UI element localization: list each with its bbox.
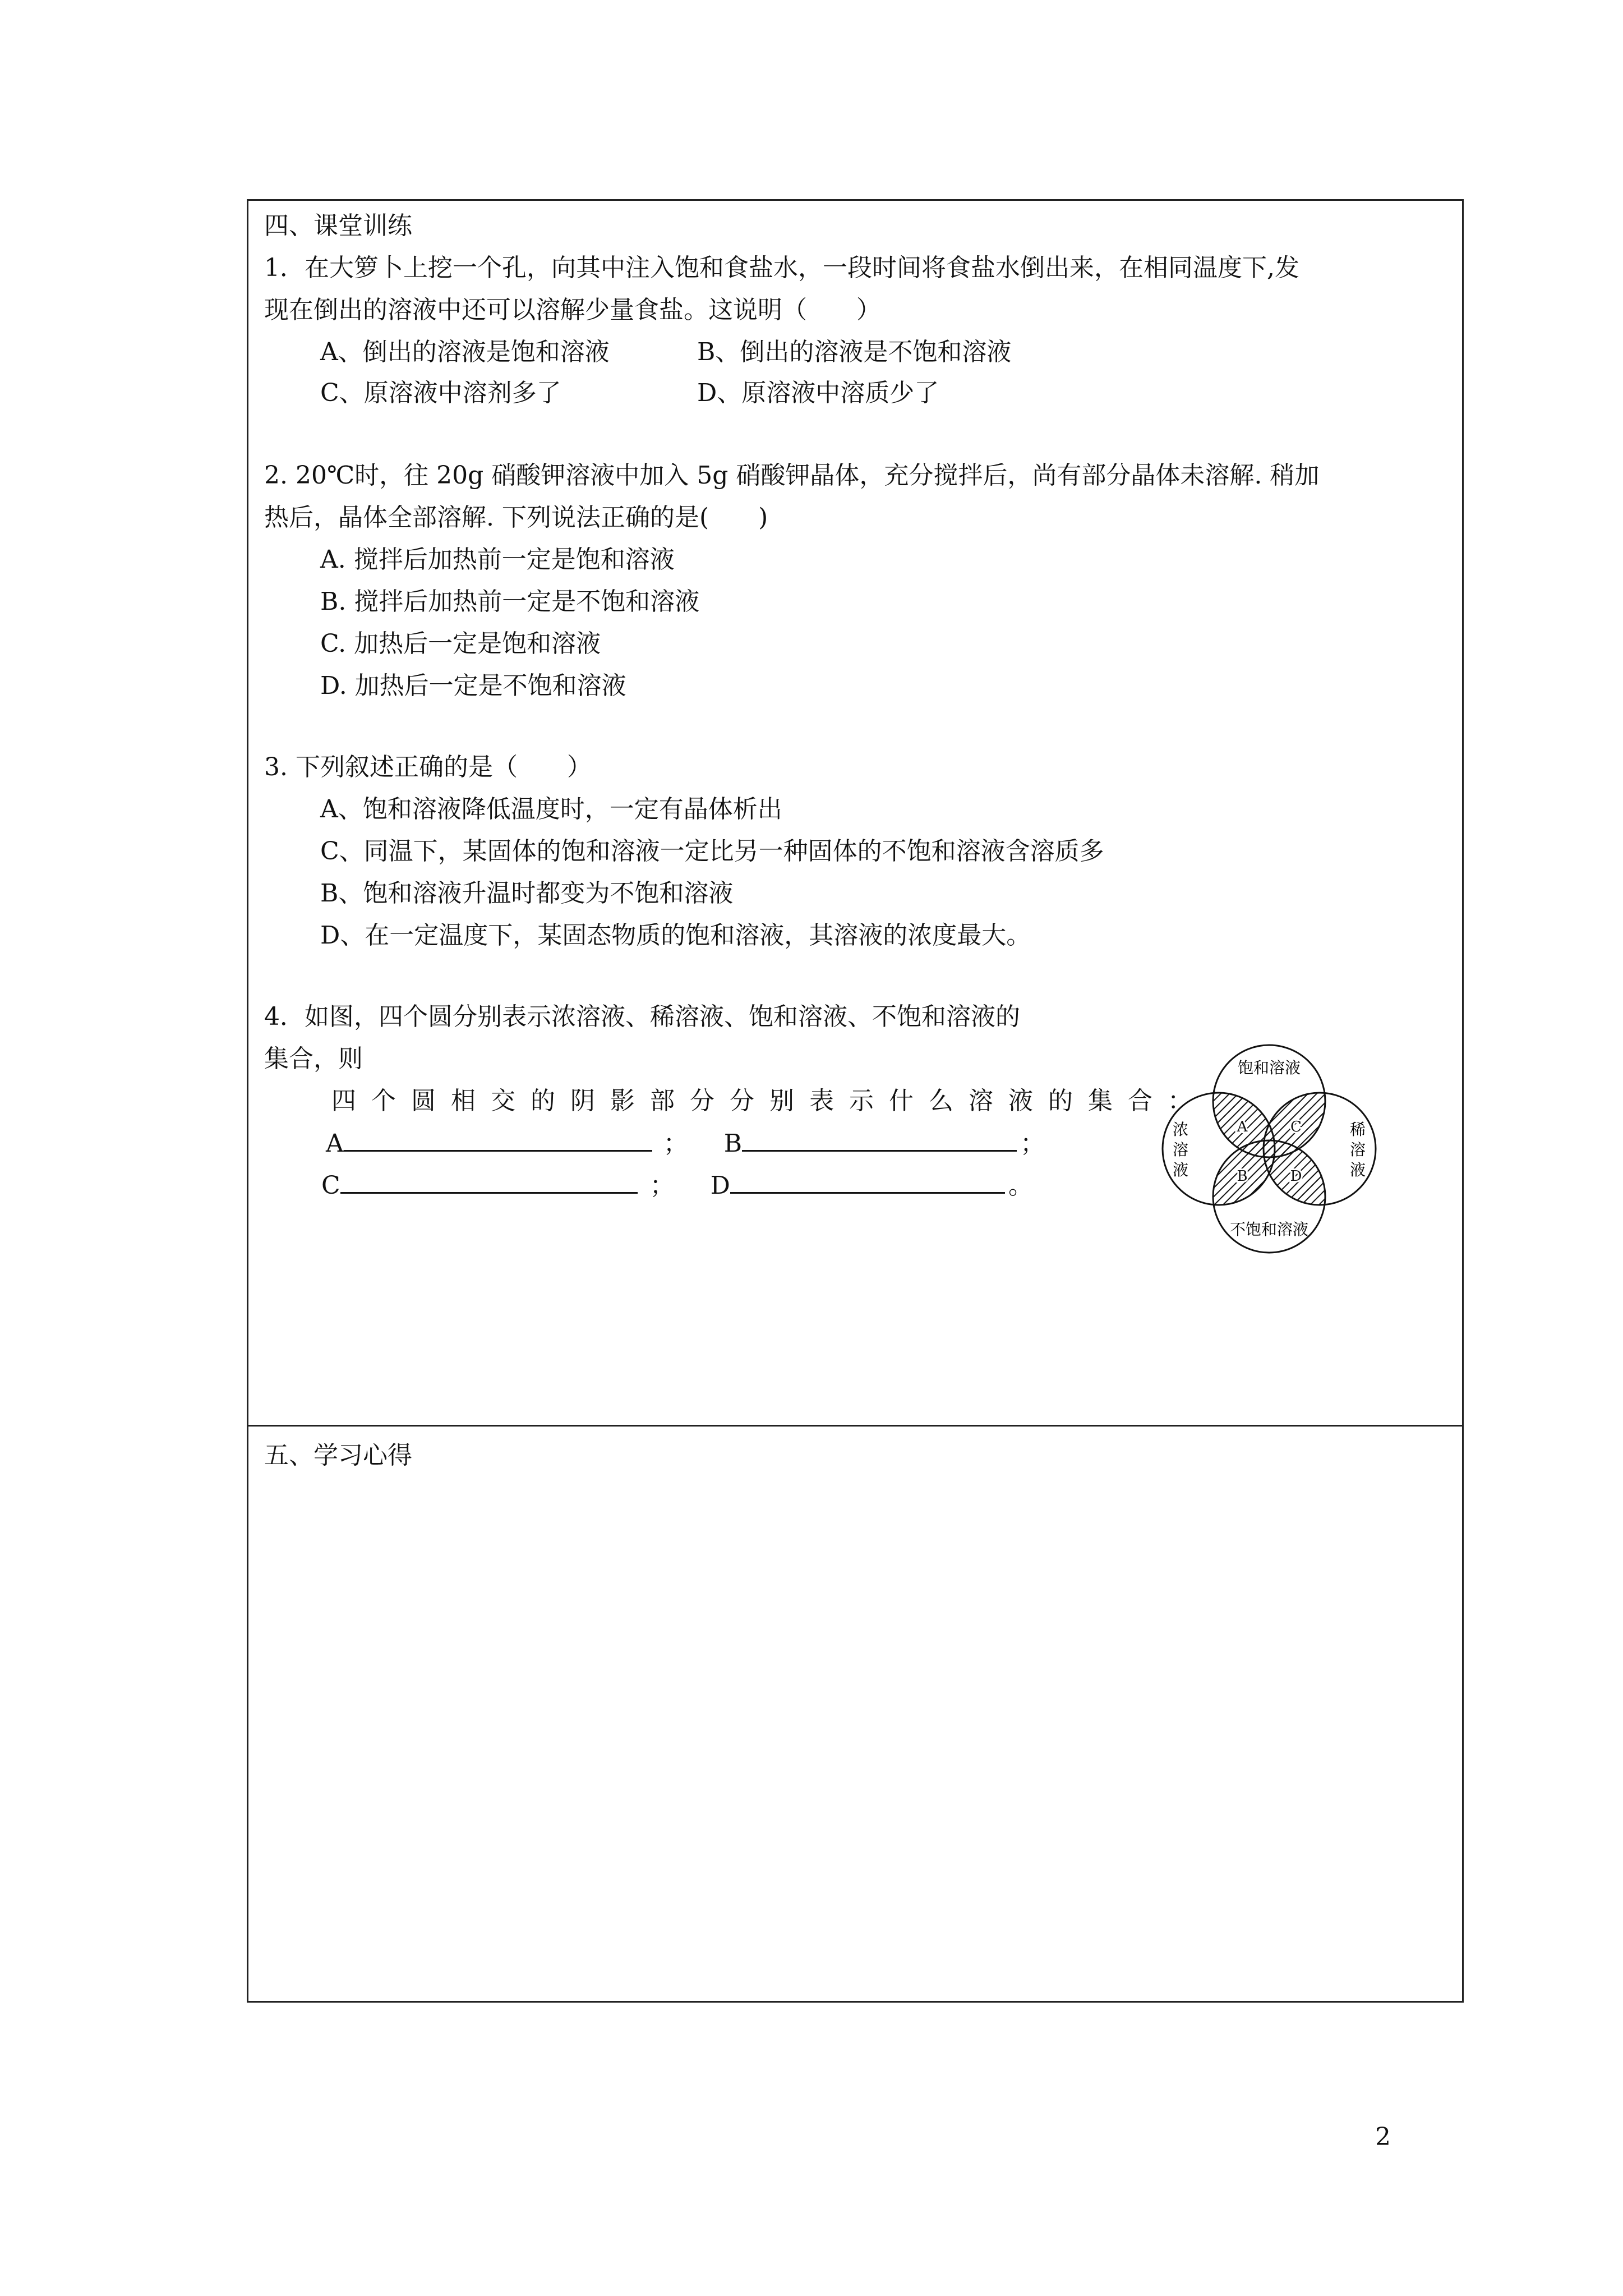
q3-option-a: A、饱和溶液降低温度时，一定有晶体析出 (320, 795, 782, 823)
q2-line2: 热后，晶体全部溶解. 下列说法正确的是( ) (264, 503, 768, 532)
q4-blank-row2 (321, 1167, 1033, 1203)
q3-option-d: D、在一定温度下，某固态物质的饱和溶液，其溶液的浓度最大。 (320, 921, 1031, 950)
venn-diagram (1146, 1028, 1393, 1275)
blank-b-label: B (723, 1129, 743, 1158)
q2-option-d: D. 加热后一定是不饱和溶液 (320, 671, 626, 700)
region-b-label: B (1237, 1168, 1248, 1185)
q2-option-c: C. 加热后一定是饱和溶液 (320, 629, 601, 658)
q1-option-d: D、原溶液中溶质少了 (697, 379, 939, 407)
q3-line1: 3. 下列叙述正确的是（ ） (264, 753, 592, 781)
q1-line2: 现在倒出的溶液中还可以溶解少量食盐。这说明（ ） (264, 296, 881, 324)
section-classroom-practice (248, 201, 1462, 1427)
q4-line3: 四个圆相交的阴影部分分别表示什么溶液的集合： (331, 1087, 1207, 1115)
section-learning-reflection (248, 1427, 1462, 2003)
page-number: 2 (1375, 2123, 1391, 2151)
label-bottom: 不饱和溶液 (1229, 1220, 1309, 1239)
blank-d-line[interactable] (730, 1167, 1005, 1194)
blank-d-label: D (710, 1171, 730, 1200)
q3-option-b: B、饱和溶液升温时都变为不饱和溶液 (320, 879, 734, 908)
q4-line1: 4．如图，四个圆分别表示浓溶液、稀溶液、饱和溶液、不饱和溶液的 (264, 1002, 1020, 1031)
q4-blank-row1 (326, 1125, 1045, 1161)
blank-c-sep: ； (649, 1171, 675, 1200)
q1-option-b: B、倒出的溶液是不饱和溶液 (697, 338, 1012, 366)
section5-title: 五、学习心得 (264, 1441, 412, 1470)
label-right-2: 溶 (1349, 1140, 1366, 1159)
region-c-label: C (1290, 1119, 1302, 1135)
q2-option-b: B. 搅拌后加热前一定是不饱和溶液 (320, 587, 700, 616)
label-right-3: 液 (1349, 1161, 1366, 1179)
q2-option-a: A. 搅拌后加热前一定是饱和溶液 (320, 545, 675, 574)
label-right-1: 稀 (1349, 1120, 1366, 1139)
label-left-1: 浓 (1172, 1120, 1189, 1139)
label-left-2: 溶 (1172, 1140, 1189, 1159)
section4-title: 四、课堂训练 (264, 211, 412, 240)
blank-a-sep: ； (663, 1129, 688, 1158)
q2-line1: 2. 20℃时，往 20g 硝酸钾溶液中加入 5g 硝酸钾晶体，充分搅拌后，尚有部分晶体未溶解. 稍加 (264, 461, 1320, 490)
q1-option-c: C、原溶液中溶剂多了 (320, 379, 561, 407)
blank-b-line[interactable] (742, 1125, 1017, 1152)
blank-b-sep: ； (1020, 1129, 1045, 1158)
blank-a-line[interactable] (344, 1125, 652, 1152)
blank-c-label: C (321, 1171, 340, 1200)
q1-line1: 1．在大箩卜上挖一个孔，向其中注入饱和食盐水，一段时间将食盐水倒出来，在相同温度下,发 (264, 254, 1299, 282)
region-a-label: A (1237, 1119, 1248, 1135)
q1-option-a: A、倒出的溶液是饱和溶液 (320, 338, 610, 366)
blank-a-label: A (326, 1129, 344, 1158)
q3-option-c: C、同温下，某固体的饱和溶液一定比另一种固体的不饱和溶液含溶质多 (320, 837, 1104, 866)
blank-d-end: 。 (1008, 1171, 1033, 1200)
region-d-label: D (1290, 1168, 1302, 1185)
blank-c-line[interactable] (340, 1167, 638, 1194)
q4-line2: 集合，则 (264, 1045, 363, 1073)
label-left-3: 液 (1172, 1161, 1189, 1179)
worksheet-table (247, 199, 1464, 2003)
label-top: 饱和溶液 (1237, 1059, 1301, 1077)
